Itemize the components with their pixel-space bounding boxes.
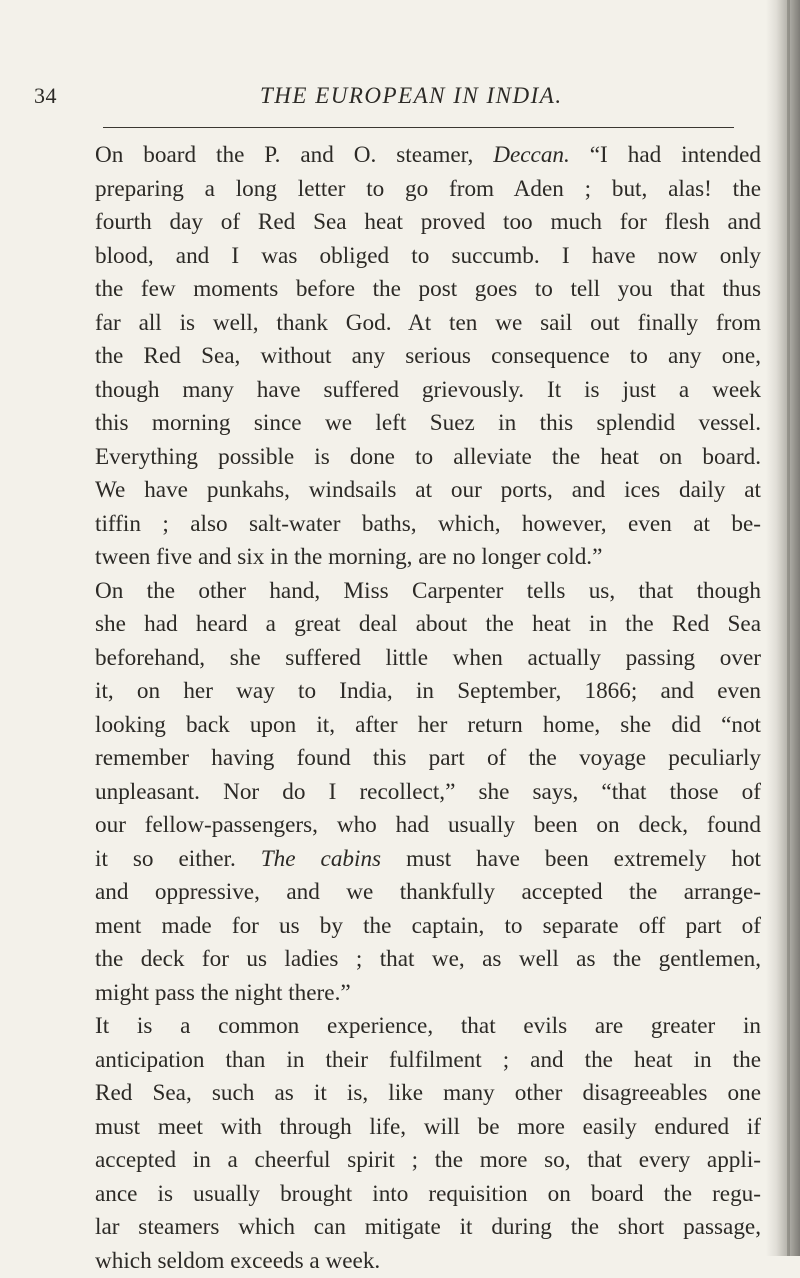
- text-line: far all is well, thank God. At ten we sail out finally from: [95, 307, 761, 341]
- text-line: tiffin ; also salt-water baths, which, however, even at be-: [95, 508, 761, 542]
- text-line: it, on her way to India, in September, 1866; and even: [95, 675, 761, 709]
- text-line: though many have suffered grievously. It is just a week: [95, 374, 761, 408]
- text-line: our fellow-passengers, who had usually been on deck, found: [95, 809, 761, 843]
- text-line: On the other hand, Miss Carpenter tells us, that though: [95, 575, 761, 609]
- text-line: accepted in a cheerful spirit ; the more so, that every appli-: [95, 1144, 761, 1178]
- text-line: ance is usually brought into requisition on board the regu-: [95, 1178, 761, 1212]
- italic-text: The cabins: [261, 846, 381, 872]
- text-line: It is a common experience, that evils are greater in: [95, 1010, 761, 1044]
- text-line: the Red Sea, without any serious consequence to any one,: [95, 340, 761, 374]
- text-line: remember having found this part of the voyage peculiarly: [95, 742, 761, 776]
- page-edge-shadow: [766, 0, 800, 1256]
- text-line: beforehand, she suffered little when actually passing over: [95, 642, 761, 676]
- text-line: the few moments before the post goes to tell you that thus: [95, 273, 761, 307]
- text-line: fourth day of Red Sea heat proved too much for flesh and: [95, 206, 761, 240]
- header-rule: [103, 127, 734, 128]
- text-line: ment made for us by the captain, to separate off part of: [95, 910, 761, 944]
- text-line: We have punkahs, windsails at our ports, and ices daily at: [95, 474, 761, 508]
- body-text: [95, 139, 761, 1278]
- text-line: must meet with through life, will be more easily endured if: [95, 1111, 761, 1145]
- text-line: the deck for us ladies ; that we, as well as the gentlemen,: [95, 943, 761, 977]
- text-line: On board the P. and O. steamer, Deccan. “I had intended: [95, 139, 761, 173]
- text-line: it so either. The cabins must have been extremely hot: [95, 843, 761, 877]
- running-title: THE EUROPEAN IN INDIA.: [260, 83, 563, 109]
- text-line: Red Sea, such as it is, like many other disagreeables one: [95, 1077, 761, 1111]
- text-line: unpleasant. Nor do I recollect,” she says, “that those of: [95, 776, 761, 810]
- italic-text: Deccan.: [493, 142, 570, 168]
- text-line: might pass the night there.”: [95, 977, 761, 1011]
- text-line: preparing a long letter to go from Aden ; but, alas! the: [95, 173, 761, 207]
- text-line: which seldom exceeds a week.: [95, 1245, 761, 1278]
- text-line: this morning since we left Suez in this splendid vessel.: [95, 407, 761, 441]
- text-line: lar steamers which can mitigate it during the short passage,: [95, 1211, 761, 1245]
- text-line: looking back upon it, after her return home, she did “not: [95, 709, 761, 743]
- text-line: blood, and I was obliged to succumb. I have now only: [95, 240, 761, 274]
- page-edge-line: [787, 0, 790, 1256]
- text-line: she had heard a great deal about the heat in the Red Sea: [95, 608, 761, 642]
- text-line: tween five and six in the morning, are no longer cold.”: [95, 541, 761, 575]
- text-line: anticipation than in their fulfilment ; and the heat in the: [95, 1044, 761, 1078]
- page-number: 34: [34, 83, 57, 109]
- text-line: and oppressive, and we thankfully accepted the arrange-: [95, 876, 761, 910]
- text-line: Everything possible is done to alleviate the heat on board.: [95, 441, 761, 475]
- page-header: [34, 83, 734, 113]
